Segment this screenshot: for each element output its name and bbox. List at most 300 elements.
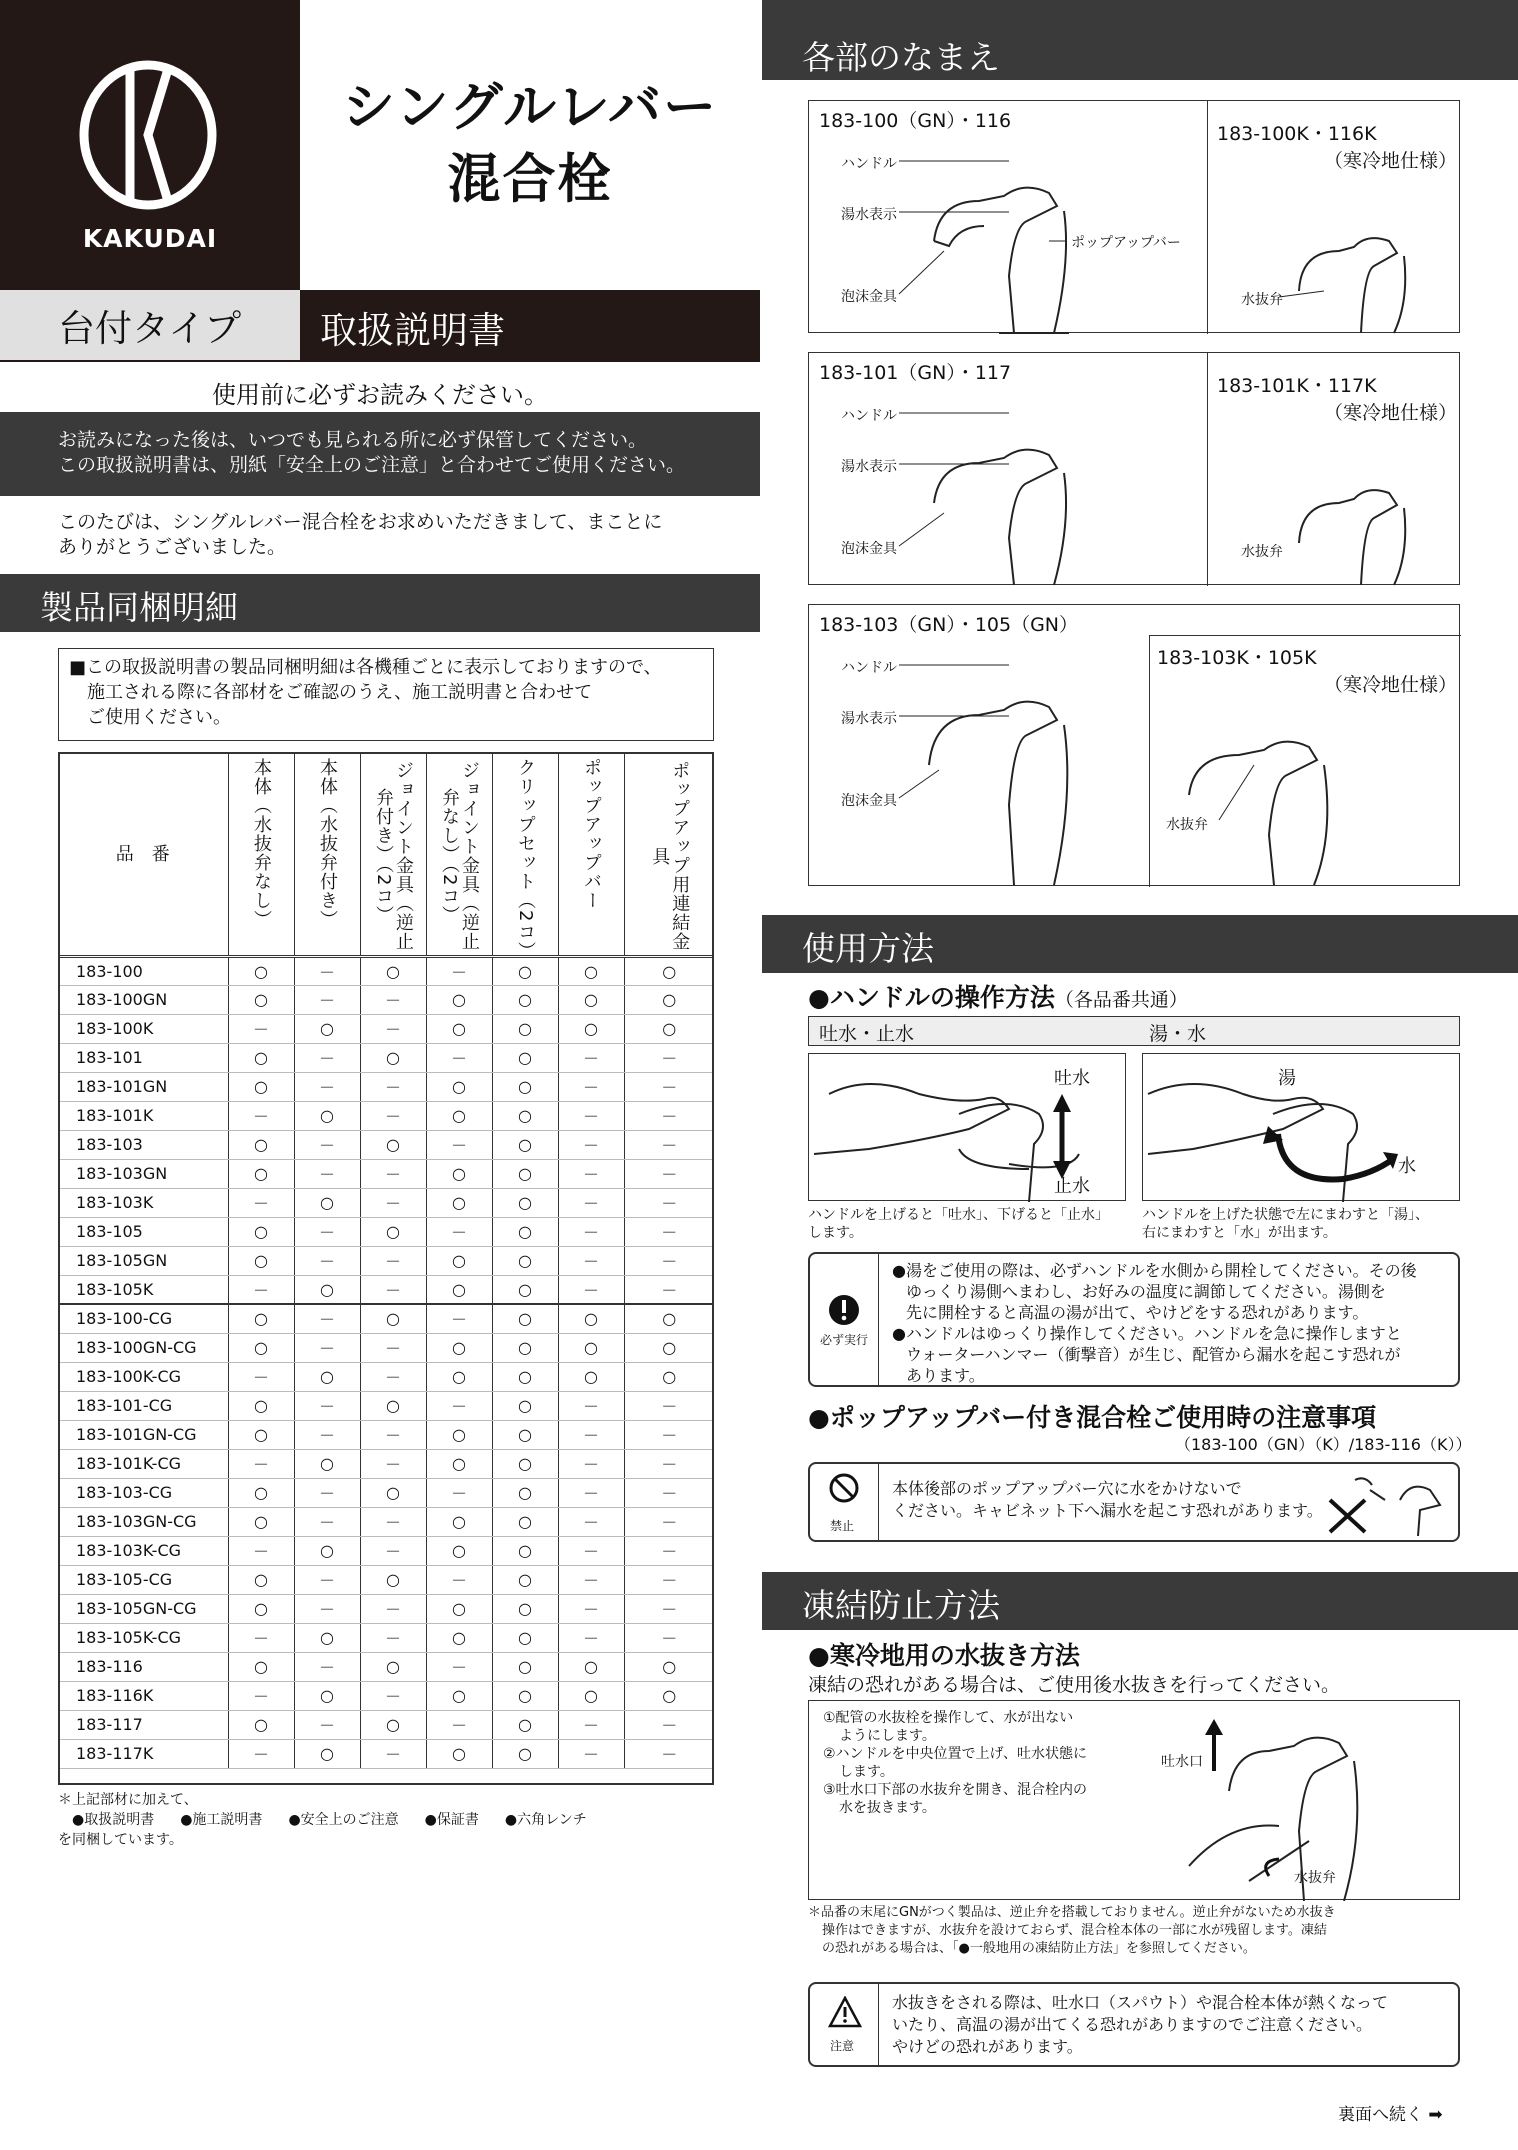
callout-temp: 湯水表示 (841, 711, 897, 727)
mark-cell: － (360, 1420, 426, 1449)
mark-cell: － (558, 1043, 624, 1072)
table-row (58, 1304, 714, 1333)
mark-cell: ○ (228, 1246, 294, 1275)
mark-cell: ○ (228, 1420, 294, 1449)
mark-cell: ○ (492, 1304, 558, 1333)
mark-cell: － (558, 1536, 624, 1565)
mark-cell: － (294, 1652, 360, 1681)
mark-cell: － (228, 1101, 294, 1130)
parts-box-1 (808, 100, 1460, 333)
handle-rotate-illustration (1142, 1053, 1460, 1201)
mark-cell: － (558, 1420, 624, 1449)
callout-drain: 水抜弁 (1241, 544, 1283, 560)
mark-cell: ○ (426, 1333, 492, 1362)
mark-cell: － (426, 1565, 492, 1594)
must-text (892, 1260, 1458, 1386)
footnote-item: ●施工説明書 (180, 1812, 263, 1828)
prohibit-box (808, 1462, 1460, 1542)
mark-cell: ○ (360, 1478, 426, 1507)
mark-cell: ○ (558, 1333, 624, 1362)
must-line: あります。 (906, 1366, 985, 1385)
mark-cell: ○ (426, 1275, 492, 1304)
manual-label: 取扱説明書 (300, 290, 760, 360)
table-row (58, 956, 714, 985)
mark-cell: － (360, 1246, 426, 1275)
mark-cell: ○ (492, 956, 558, 985)
part-number-cell: 183-101K-CG (58, 1449, 228, 1478)
footnote-line: ＊上記部材に加えて、 (58, 1792, 198, 1808)
usage-heading: 使用方法 (762, 915, 1518, 973)
mark-cell: － (558, 1188, 624, 1217)
mark-cell: － (294, 1130, 360, 1159)
keep-note-line: この取扱説明書は、別紙「安全上のご注意」と合わせてご使用ください。 (58, 454, 686, 476)
contents-footnote (58, 1790, 738, 1850)
part-number-cell: 183-105-CG (58, 1565, 228, 1594)
warning-triangle-icon (828, 1996, 862, 2028)
part-number-cell: 183-100 (58, 956, 228, 985)
mark-cell: － (558, 1623, 624, 1652)
mark-cell: － (624, 1246, 714, 1275)
mark-cell: － (426, 1710, 492, 1739)
mark-cell: ○ (228, 1478, 294, 1507)
column-header-text: ポップアップバー (581, 758, 602, 910)
contents-note-line: ■この取扱説明書の製品同梱明細は各機種ごとに表示しておりますので、 (69, 657, 662, 678)
mark-cell: ○ (492, 1507, 558, 1536)
part-number-cell: 183-103K (58, 1188, 228, 1217)
part-number-cell: 183-105K-CG (58, 1623, 228, 1652)
table-row (58, 1507, 714, 1536)
part-number-cell: 183-103-CG (58, 1478, 228, 1507)
intro-line: このたびは、シングルレバー混合栓をお求めいただきまして、まことに (58, 511, 663, 533)
callout-drain: 水抜弁 (1241, 292, 1283, 308)
mark-cell: － (624, 1594, 714, 1623)
hand-rotate-icon (1143, 1054, 1461, 1202)
mark-cell: － (294, 1072, 360, 1101)
mark-cell: ○ (492, 1188, 558, 1217)
contents-note-line: ご使用ください。 (87, 707, 231, 728)
mark-cell: － (360, 1072, 426, 1101)
mark-cell: － (558, 1710, 624, 1739)
callout-temp: 湯水表示 (841, 459, 897, 475)
mark-cell: － (360, 1594, 426, 1623)
mark-cell: ○ (492, 1681, 558, 1710)
intro-line: ありがとうございました。 (58, 536, 287, 558)
mark-cell: ○ (492, 1710, 558, 1739)
parts-box-3 (808, 604, 1460, 886)
mark-cell: ○ (492, 1449, 558, 1478)
parts-box-2 (808, 352, 1460, 585)
mark-cell: ○ (558, 956, 624, 985)
column-header (624, 752, 714, 956)
mark-cell: － (294, 1333, 360, 1362)
table-row (58, 1188, 714, 1217)
mark-cell: － (426, 1217, 492, 1246)
mark-cell: ○ (558, 985, 624, 1014)
mark-cell: － (624, 1739, 714, 1768)
mark-cell: － (360, 1449, 426, 1478)
callout-aerator: 泡沫金具 (841, 541, 897, 557)
mark-cell: ○ (558, 1362, 624, 1391)
mark-cell: ○ (228, 1652, 294, 1681)
mark-cell: ○ (426, 1246, 492, 1275)
mark-cell: ○ (426, 1623, 492, 1652)
handle-op-sub: （各品番共通） (1054, 989, 1188, 1011)
table-row (58, 1681, 714, 1710)
mark-cell: ○ (228, 985, 294, 1014)
mark-cell: ○ (624, 1652, 714, 1681)
model-k-line: （寒冷地仕様） (1323, 402, 1457, 424)
mark-cell: ○ (360, 1710, 426, 1739)
mark-cell: － (294, 1159, 360, 1188)
step-line: ②ハンドルを中央位置で上げ、吐水状態に (823, 1746, 1087, 1762)
table-row (58, 1014, 714, 1043)
note-line: 操作はできますが、水抜弁を設けておらず、混合栓本体の一部に水が残留します。凍結 (822, 1923, 1327, 1938)
part-number-cell: 183-117 (58, 1710, 228, 1739)
drain-illustration-icon (809, 1701, 1461, 1901)
mark-cell: ○ (294, 1623, 360, 1652)
caution-box (808, 1982, 1460, 2067)
mark-cell: ○ (558, 1652, 624, 1681)
mark-cell: － (294, 1043, 360, 1072)
mark-cell: － (360, 1333, 426, 1362)
model-label: 183-101（GN）・117 (819, 362, 1012, 384)
table-row (58, 1246, 714, 1275)
caption-line: ハンドルを上げると「吐水」、下げると「止水」 (808, 1207, 1109, 1223)
must-line: ゆっくり湯側へまわし、お好みの温度に調節してください。湯側を (906, 1282, 1386, 1301)
part-number-cell: 183-117K (58, 1739, 228, 1768)
mark-cell: ○ (360, 1217, 426, 1246)
mark-cell: ○ (360, 1391, 426, 1420)
freeze-sub: ●寒冷地用の水抜き方法 (808, 1641, 1080, 1670)
mark-cell: － (624, 1710, 714, 1739)
mark-cell: － (558, 1246, 624, 1275)
table-row (58, 1449, 714, 1478)
mark-cell: － (624, 1217, 714, 1246)
column-header (228, 752, 294, 956)
mark-cell: － (360, 1014, 426, 1043)
caution-line: いたり、高温の湯が出てくる恐れがありますのでご注意ください。 (892, 2015, 1373, 2034)
model-k-line: （寒冷地仕様） (1323, 150, 1457, 172)
part-number-cell: 183-105GN-CG (58, 1594, 228, 1623)
mark-cell: ○ (294, 1188, 360, 1217)
mark-cell: － (294, 1246, 360, 1275)
callout-handle: ハンドル (841, 408, 897, 424)
mark-cell: ○ (294, 1275, 360, 1304)
mark-cell: － (294, 1594, 360, 1623)
mark-cell: ○ (228, 1043, 294, 1072)
mark-cell: ○ (492, 1362, 558, 1391)
mark-cell: ○ (228, 1391, 294, 1420)
mark-cell: ○ (492, 1565, 558, 1594)
mark-cell: － (624, 1130, 714, 1159)
mark-cell: ○ (426, 1072, 492, 1101)
freeze-lead: 凍結の恐れがある場合は、ご使用後水抜きを行ってください。 (808, 1674, 1341, 1696)
continue-text: 裏面へ続く (1338, 2105, 1423, 2125)
mark-cell: － (624, 1101, 714, 1130)
label-hot: 湯 (1278, 1068, 1296, 1089)
read-first-note: 使用前に必ずお読みください。 (212, 381, 548, 409)
mark-cell: ○ (426, 1681, 492, 1710)
mark-cell: － (426, 1043, 492, 1072)
mark-cell: － (294, 1507, 360, 1536)
caution-line: 水抜きをされる際は、吐水口（スパウト）や混合栓本体が熱くなって (892, 1993, 1389, 2012)
footnote-item: ●保証書 (424, 1812, 479, 1828)
footnote-item: ●安全上のご注意 (288, 1812, 399, 1828)
mark-cell: － (558, 1217, 624, 1246)
callout-temp: 湯水表示 (841, 207, 897, 223)
mark-cell: ○ (228, 1159, 294, 1188)
mark-cell: ○ (228, 1507, 294, 1536)
mark-cell: － (294, 1478, 360, 1507)
part-number-cell: 183-100K (58, 1014, 228, 1043)
column-header-text: ジョイント金具（逆止弁付き）（2コ） (373, 761, 414, 952)
mark-cell: － (426, 1478, 492, 1507)
mark-cell: － (558, 1275, 624, 1304)
mark-cell: ○ (228, 1710, 294, 1739)
type-label: 台付タイプ (0, 290, 300, 360)
callout-popup: ポップアップバー (1071, 235, 1181, 251)
prohibit-line: ください。キャビネット下へ漏水を起こす恐れがあります。 (892, 1501, 1323, 1520)
mark-cell: － (228, 1536, 294, 1565)
mark-cell: ○ (294, 1362, 360, 1391)
part-number-cell: 183-105GN (58, 1246, 228, 1275)
mark-cell: ○ (492, 1420, 558, 1449)
mark-cell: ○ (360, 1652, 426, 1681)
model-k-line: （寒冷地仕様） (1323, 674, 1457, 696)
mark-cell: ○ (426, 1449, 492, 1478)
part-number-cell: 183-116 (58, 1652, 228, 1681)
mark-cell: － (558, 1072, 624, 1101)
must-line: ウォーターハンマー（衝撃音）が生じ、配管から漏水を起こす恐れが (906, 1345, 1401, 1364)
mark-cell: － (294, 1304, 360, 1333)
mark-cell: ○ (492, 985, 558, 1014)
part-number-cell: 183-100-CG (58, 1304, 228, 1333)
part-number-cell: 183-101GN (58, 1072, 228, 1101)
col-hot-cold: 湯・水 (1149, 1023, 1207, 1045)
mark-cell: ○ (426, 1101, 492, 1130)
mark-cell: － (360, 1623, 426, 1652)
mark-cell: ○ (492, 1391, 558, 1420)
mark-cell: ○ (558, 1014, 624, 1043)
footnote-line: を同梱しています。 (58, 1832, 183, 1848)
mark-cell: － (624, 1275, 714, 1304)
mark-cell: ○ (360, 1565, 426, 1594)
intro-text (58, 510, 758, 560)
caution-text (892, 1992, 1458, 2058)
mark-cell: ○ (624, 956, 714, 985)
caption-rotate (1142, 1206, 1472, 1242)
mark-cell: － (426, 1304, 492, 1333)
column-header-text: 本体（水抜弁付き） (317, 758, 338, 929)
column-header-text: 本体（水抜弁なし） (251, 758, 272, 929)
mark-cell: － (294, 985, 360, 1014)
part-number-cell: 183-103K-CG (58, 1536, 228, 1565)
mark-cell: － (426, 1391, 492, 1420)
table-row (58, 1594, 714, 1623)
mark-cell: ○ (228, 1594, 294, 1623)
brand-name: KAKUDAI (82, 224, 218, 253)
prohibit-icon (828, 1472, 860, 1504)
mark-cell: － (624, 1507, 714, 1536)
continue-note (1338, 2100, 1443, 2125)
faucet-illustration-icon (809, 605, 1461, 887)
mark-cell: － (360, 1101, 426, 1130)
freeze-note (808, 1904, 1468, 1958)
mark-cell: ○ (558, 1681, 624, 1710)
brand-logo-block (0, 0, 300, 290)
table-row (58, 1536, 714, 1565)
column-header (360, 752, 426, 956)
mark-cell: ○ (624, 1304, 714, 1333)
callout-drain: 水抜弁 (1166, 817, 1208, 833)
page-title (300, 72, 760, 216)
mark-cell: － (624, 1159, 714, 1188)
mark-cell: － (228, 1681, 294, 1710)
drain-steps-box (808, 1700, 1460, 1900)
mark-cell: － (624, 1072, 714, 1101)
mark-cell: ○ (492, 1478, 558, 1507)
label-cold: 水 (1398, 1156, 1416, 1177)
mark-cell: － (228, 1623, 294, 1652)
contents-heading: 製品同梱明細 (0, 574, 760, 632)
mark-cell: － (558, 1565, 624, 1594)
callout-aerator: 泡沫金具 (841, 793, 897, 809)
mark-cell: － (624, 1188, 714, 1217)
table-row (58, 1159, 714, 1188)
column-header (294, 752, 360, 956)
contents-note-line: 施工される際に各部材をご確認のうえ、施工説明書と合わせて (87, 682, 593, 703)
mark-cell: ○ (492, 1101, 558, 1130)
mark-cell: － (558, 1507, 624, 1536)
mark-cell: ○ (492, 1275, 558, 1304)
table-row (58, 1652, 714, 1681)
mark-cell: ○ (426, 1188, 492, 1217)
mark-cell: － (360, 1681, 426, 1710)
popup-models: （183-100（GN）（K）/183-116（K）） (1175, 1435, 1472, 1454)
table-row (58, 1130, 714, 1159)
mark-cell: － (294, 1710, 360, 1739)
mark-cell: － (228, 1275, 294, 1304)
model-k-line: 183-103K・105K (1157, 647, 1317, 669)
step-line: 水を抜きます。 (839, 1800, 936, 1816)
table-row (58, 1275, 714, 1304)
mark-cell: ○ (426, 985, 492, 1014)
mark-cell: － (294, 1565, 360, 1594)
part-number-cell: 183-116K (58, 1681, 228, 1710)
column-header-text: ポップアップ用連結金具 (649, 761, 691, 952)
keep-note-line: お読みになった後は、いつでも見られる所に必ず保管してください。 (58, 429, 648, 451)
footnote-items (58, 1810, 738, 1830)
prohibit-label: 禁止 (830, 1519, 855, 1533)
part-number-cell: 183-105 (58, 1217, 228, 1246)
mark-cell: － (624, 1420, 714, 1449)
mark-cell: － (360, 1159, 426, 1188)
freeze-heading: 凍結防止方法 (762, 1572, 1518, 1630)
column-header-text: クリップセット（2コ） (515, 758, 536, 961)
label-spout: 吐水 (1054, 1068, 1090, 1089)
part-number-cell: 183-101 (58, 1043, 228, 1072)
mark-cell: ○ (426, 1014, 492, 1043)
part-number-cell: 183-100K-CG (58, 1362, 228, 1391)
caution-label: 注意 (830, 2039, 855, 2053)
must-line: 先に開栓すると高温の湯が出て、やけどをする恐れがあります。 (906, 1303, 1369, 1322)
handle-op-columns (808, 1016, 1460, 1046)
mark-cell: ○ (228, 956, 294, 985)
mark-cell: － (426, 1130, 492, 1159)
mark-cell: ○ (492, 1246, 558, 1275)
mark-cell: － (360, 1536, 426, 1565)
mark-cell: － (624, 1623, 714, 1652)
model-k-line: 183-100K・116K (1217, 123, 1377, 145)
mark-cell: ○ (492, 1536, 558, 1565)
table-row (58, 1333, 714, 1362)
mark-cell: ○ (492, 1159, 558, 1188)
part-number-cell: 183-103GN (58, 1159, 228, 1188)
popup-heading: ●ポップアップバー付き混合栓ご使用時の注意事項 (808, 1403, 1377, 1432)
mark-cell: ○ (228, 1304, 294, 1333)
mark-cell: － (558, 1449, 624, 1478)
must-line: ●ハンドルはゆっくり操作してください。ハンドルを急に操作しますと (892, 1324, 1402, 1343)
mark-cell: ○ (492, 1652, 558, 1681)
column-header (426, 752, 492, 956)
kakudai-logo-icon (68, 55, 228, 215)
mark-cell: － (558, 1391, 624, 1420)
mark-cell: ○ (228, 1130, 294, 1159)
mark-cell: ○ (360, 956, 426, 985)
mark-cell: － (624, 1536, 714, 1565)
prohibit-text (892, 1478, 1332, 1522)
mark-cell: － (624, 1391, 714, 1420)
part-number-cell: 183-101K (58, 1101, 228, 1130)
mark-cell: － (360, 1275, 426, 1304)
title-line-1: シングルレバー (342, 77, 718, 138)
no-water-popup-icon (1320, 1470, 1450, 1538)
mark-cell: ○ (492, 1130, 558, 1159)
mark-cell: ○ (624, 1681, 714, 1710)
mark-cell: － (624, 1449, 714, 1478)
mark-cell: － (558, 1478, 624, 1507)
table-row (58, 1072, 714, 1101)
footnote-item: ●六角レンチ (504, 1812, 587, 1828)
mark-cell: － (360, 985, 426, 1014)
mark-cell: ○ (228, 1333, 294, 1362)
table-row (58, 1478, 714, 1507)
must-line: ●湯をご使用の際は、必ずハンドルを水側から開栓してください。その後 (892, 1261, 1417, 1280)
mark-cell: ○ (426, 1507, 492, 1536)
caution-line: やけどの恐れがあります。 (892, 2037, 1083, 2056)
arrow-right-icon: ➡ (1423, 2105, 1443, 2125)
label-stop: 止水 (1054, 1176, 1090, 1197)
mark-cell: ○ (228, 1217, 294, 1246)
step-line: ようにします。 (839, 1728, 936, 1744)
must-label: 必ず実行 (820, 1333, 869, 1347)
exclamation-icon (828, 1294, 860, 1326)
faucet-illustration-icon (809, 101, 1461, 334)
mark-cell: ○ (294, 1449, 360, 1478)
caption-line: ハンドルを上げた状態で左にまわすと「湯」、 (1142, 1207, 1429, 1223)
caption-updown (808, 1206, 1138, 1242)
mark-cell: ○ (294, 1014, 360, 1043)
mark-cell: ○ (360, 1130, 426, 1159)
mark-cell: ○ (492, 1072, 558, 1101)
mark-cell: ○ (624, 1362, 714, 1391)
table-row (58, 1623, 714, 1652)
step-line: ①配管の水抜栓を操作して、水が出ない (823, 1710, 1074, 1726)
handle-op-title: ●ハンドルの操作方法 (808, 983, 1055, 1012)
table-row (58, 1565, 714, 1594)
model-label: 183-103（GN）・105（GN） (819, 614, 1079, 636)
mark-cell: ○ (558, 1304, 624, 1333)
